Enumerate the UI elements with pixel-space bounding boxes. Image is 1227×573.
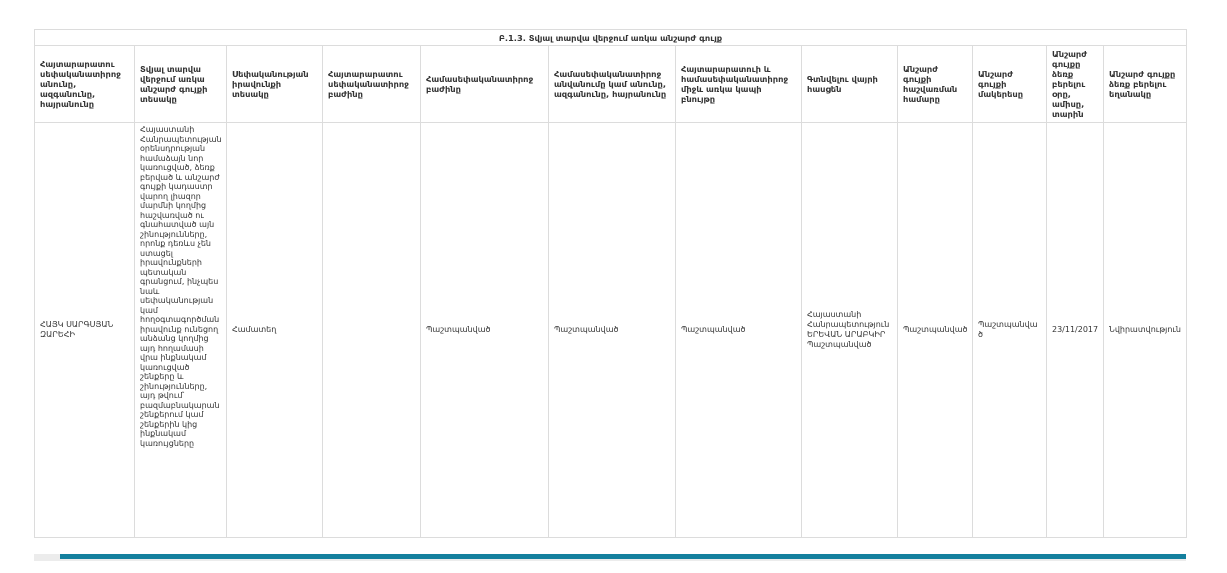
- scrollbar-thumb[interactable]: [60, 554, 1186, 559]
- header-co-owner-name: Համասեփականատիրոջ անվանումը կամ անունը, ազգանունը, հայրանունը: [549, 46, 676, 123]
- cell-acquisition-method: Նվիրատվություն: [1104, 123, 1187, 538]
- table-row: [35, 123, 1187, 538]
- cell-acquisition-date: 23/11/2017: [1047, 123, 1104, 538]
- cell-area: Պաշտպանված: [973, 123, 1047, 538]
- horizontal-scrollbar[interactable]: [34, 554, 1186, 561]
- header-address: Գտնվելու վայրի հասցեն: [802, 46, 898, 123]
- cell-owner-name: ՀԱՅԿ ՍԱՐԳՍՅԱՆ ԶԱՐԵՀԻ: [35, 123, 135, 538]
- header-ownership-type: Սեփականության իրավունքի տեսակը: [227, 46, 323, 123]
- cell-co-owner-share: Պաշտպանված: [421, 123, 549, 538]
- header-acquisition-method: Անշարժ գույքը ձեռք բերելու եղանակը: [1104, 46, 1187, 123]
- cell-registration-number: Պաշտպանված: [898, 123, 973, 538]
- header-relationship: Հայտարարատուի և համասեփականատիրոջ միջև առկա կապի բնույթը: [676, 46, 802, 123]
- header-declarant-share: Հայտարարատու սեփականատիրոջ բաժինը: [323, 46, 421, 123]
- cell-address: Հայաստանի Հանրապետություն ԵՐԵՎԱՆ ԱՐԱԲԿԻՐ Պաշտպանված: [802, 123, 898, 538]
- declaration-table-container: [34, 29, 1186, 538]
- table-title: Բ.1.3. Տվյալ տարվա վերջում առկա անշարժ գույք: [34, 29, 1187, 45]
- header-co-owner-share: Համասեփականատիրոջ բաժինը: [421, 46, 549, 123]
- table-header-row: [35, 46, 1187, 123]
- header-acquisition-date: Անշարժ գույքը ձեռք բերելու օրը, ամիսը, տարին: [1047, 46, 1104, 123]
- cell-relationship: Պաշտպանված: [676, 123, 802, 538]
- header-property-type: Տվյալ տարվա վերջում առկա անշարժ գույքի տեսակը: [135, 46, 227, 123]
- real-estate-table: [34, 29, 1187, 538]
- cell-co-owner-name: Պաշտպանված: [549, 123, 676, 538]
- cell-ownership-type: Համատեղ: [227, 123, 323, 538]
- cell-declarant-share: [323, 123, 421, 538]
- header-owner-name: Հայտարարատու սեփականատիրոջ անունը, ազգանունը, հայրանունը: [35, 46, 135, 123]
- header-area: Անշարժ գույքի մակերեսը: [973, 46, 1047, 123]
- cell-property-type: Հայաստանի Հանրապետության օրենսդրության համաձայն նոր կառուցված, ձեռք բերված և անշարժ գույքի կադաստր վարող լիազոր մարմնի կողմից հաշվառված ու գնահատված այն շինությունները, որոնք դեռևս չեն ստացել իրավունքների պետական գրանցում, ինչպես նաև սեփականության կամ հողօգտագործման իրավունք ունեցող անձանց կողմից այդ հողամասի վրա ինքնակամ կառուցված շենքերը և շինությունները, այդ թվում՝ բազմաբնակարան շենքերում կամ շենքերին կից ինքնակամ կառույցները: [135, 123, 227, 538]
- header-registration-number: Անշարժ գույքի հաշվառման համարը: [898, 46, 973, 123]
